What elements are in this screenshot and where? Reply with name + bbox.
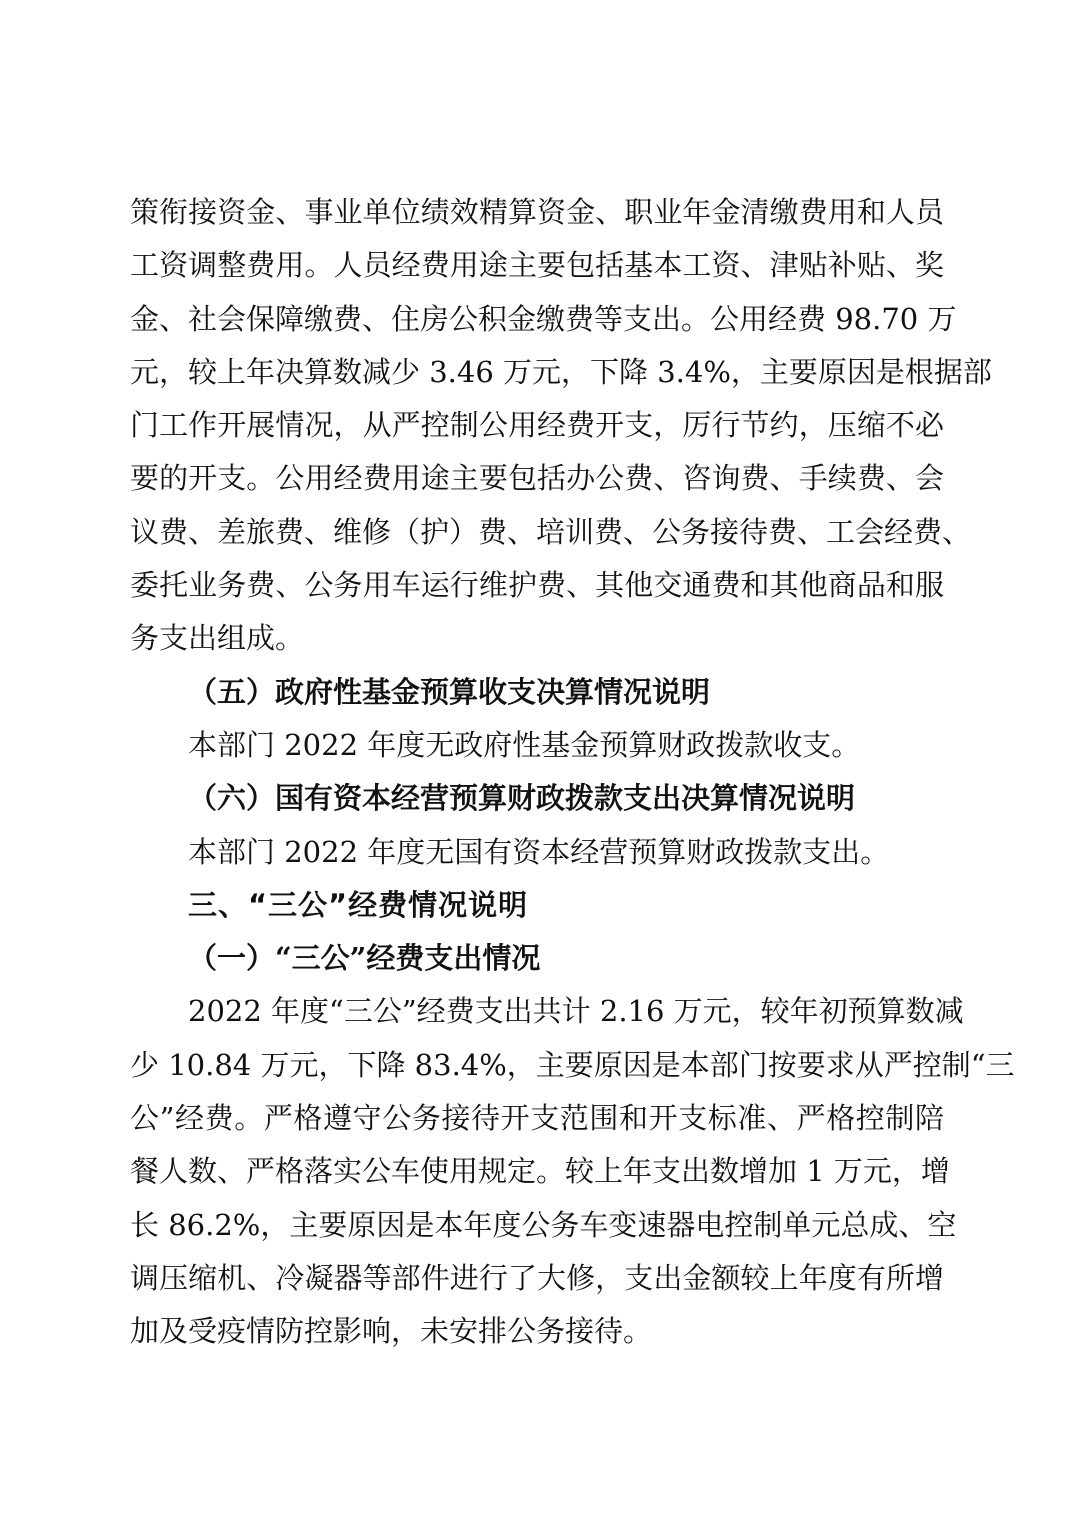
text-line: 公”经费。严格遵守公务接待开支范围和开支标准、严格控制陪 bbox=[130, 1101, 944, 1136]
part-3-subsection-1-title: （一）“三公”经费支出情况 bbox=[188, 941, 541, 976]
text-line: 长 86.2%，主要原因是本年度公务车变速器电控制单元总成、空 bbox=[130, 1207, 957, 1242]
text-line: 工资调整费用。人员经费用途主要包括基本工资、津贴补贴、奖 bbox=[130, 248, 944, 283]
text-line: 2022 年度“三公”经费支出共计 2.16 万元，较年初预算数减 bbox=[188, 994, 964, 1029]
section-5-text: 本部门 2022 年度无政府性基金预算财政拨款收支。 bbox=[188, 727, 861, 762]
text-line: 少 10.84 万元，下降 83.4%，主要原因是本部门按要求从严控制“三 bbox=[130, 1047, 1015, 1082]
text-line: 调压缩机、冷凝器等部件进行了大修，支出金额较上年度有所增 bbox=[130, 1260, 944, 1295]
text-line: 要的开支。公用经费用途主要包括办公费、咨询费、手续费、会 bbox=[130, 461, 944, 496]
section-6-title: （六）国有资本经营预算财政拨款支出决算情况说明 bbox=[188, 781, 856, 816]
paragraph-three-public-expenses bbox=[130, 985, 1015, 1358]
text-line: 委托业务费、公务用车运行维护费、其他交通费和其他商品和服 bbox=[130, 568, 944, 603]
text-line: 议费、差旅费、维修（护）费、培训费、公务接待费、工会经费、 bbox=[130, 514, 972, 549]
text-line: 金、社会保障缴费、住房公积金缴费等支出。公用经费 98.70 万 bbox=[130, 301, 957, 336]
section-5-title: （五）政府性基金预算收支决算情况说明 bbox=[188, 674, 711, 709]
text-line: 加及受疫情防控影响，未安排公务接待。 bbox=[130, 1314, 653, 1349]
section-6-text: 本部门 2022 年度无国有资本经营预算财政拨款支出。 bbox=[188, 834, 890, 869]
text-line: 元，较上年决算数减少 3.46 万元，下降 3.4%，主要原因是根据部 bbox=[130, 354, 992, 389]
paragraph-personnel-public-expenses bbox=[130, 186, 992, 666]
text-line: 门工作开展情况，从严控制公用经费开支，厉行节约，压缩不必 bbox=[130, 408, 944, 443]
part-3-title: 三、“三公”经费情况说明 bbox=[188, 887, 529, 922]
text-line: 策衔接资金、事业单位绩效精算资金、职业年金清缴费用和人员 bbox=[130, 195, 944, 229]
document-body bbox=[130, 186, 1015, 1359]
text-line: 餐人数、严格落实公车使用规定。较上年支出数增加 1 万元，增 bbox=[130, 1154, 950, 1189]
text-line: 务支出组成。 bbox=[130, 621, 305, 656]
